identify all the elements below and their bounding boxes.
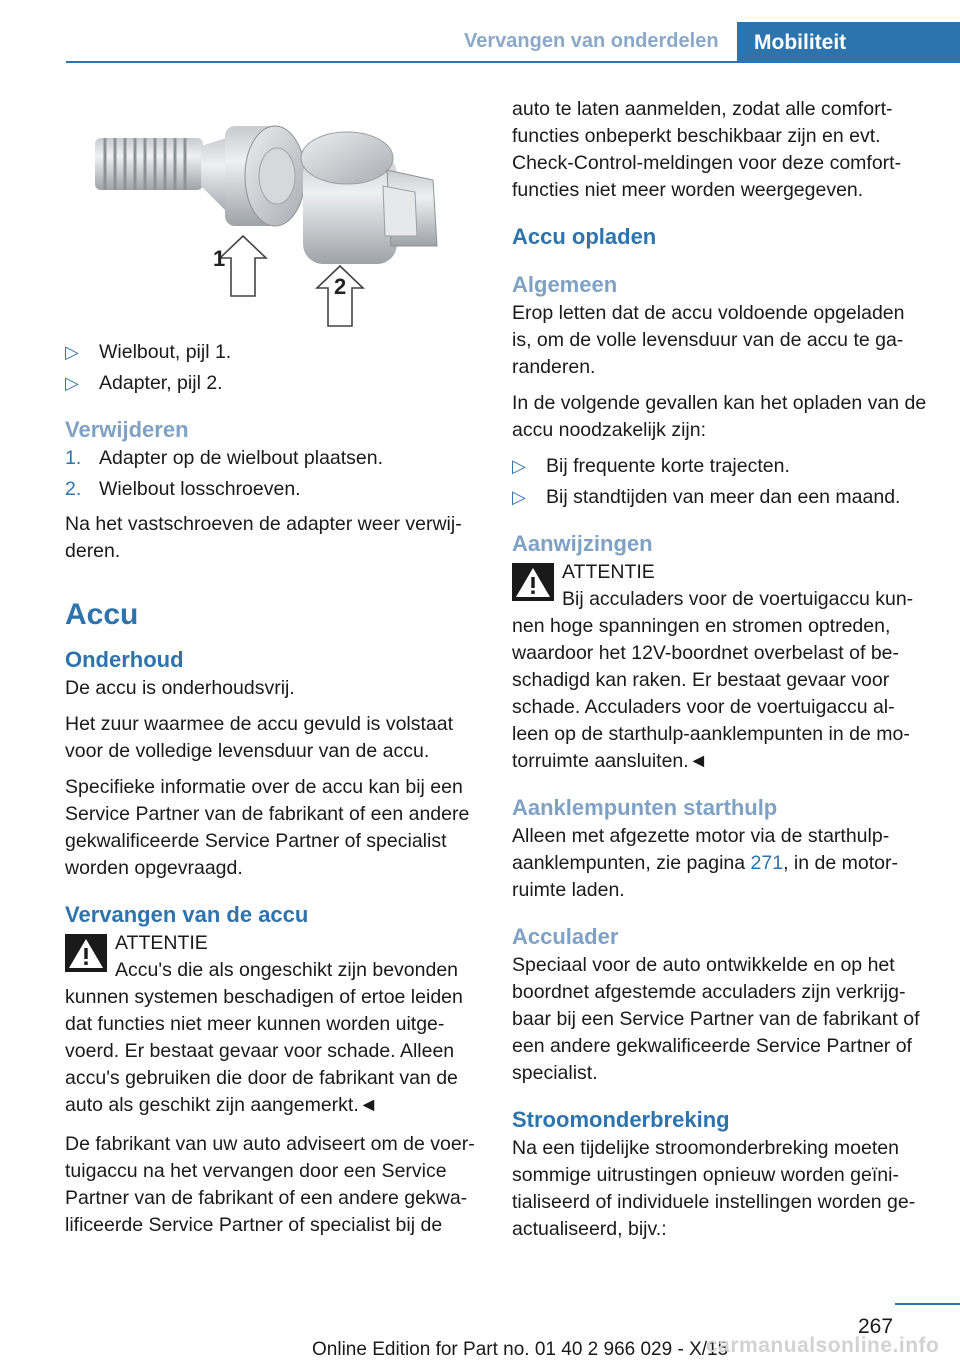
- list-item: ▷ Bij standtijden van meer dan een maand.: [512, 484, 928, 511]
- footer-rule: [895, 1303, 960, 1305]
- header-section-title: Vervangen van onderdelen: [464, 30, 719, 52]
- paragraph: Het zuur waarmee de accu gevuld is volstaat voor de volledige levensduur van de accu.: [65, 713, 454, 762]
- warning-text-continued: nen hoge spanningen en stromen optreden, waardoor het 12V-boordnet overbelast of be-schadigd kan raken. Er bestaat gevaar voor schade. Acculaders voor de voertuigaccu al-leen op de starthulp-aanklempunten in de mo-torruimte aansluiten.◄: [512, 615, 910, 772]
- triangle-bullet-icon: ▷: [65, 373, 79, 393]
- warning-text: Accu's die als ongeschikt zijn bevonden: [115, 959, 459, 981]
- heading-verwijderen: Verwijderen: [65, 417, 189, 442]
- warning-text-continued: kunnen systemen beschadigen of ertoe leiden dat functies niet meer kunnen worden uitge-voerd. Er bestaat gevaar voor schade. Alleen accu's gebruiken die door de fabrikant van de auto als geschikt zijn aangemerkt.◄: [65, 986, 463, 1116]
- watermark: carmanualsonline.info: [706, 1334, 940, 1357]
- right-column: [512, 96, 928, 1252]
- paragraph: In de volgende gevallen kan het opladen van de accu noodzakelijk zijn:: [512, 392, 927, 441]
- left-column: [65, 96, 481, 1248]
- heading-accu-opladen: Accu opladen: [512, 224, 657, 249]
- paragraph: Specifieke informatie over de accu kan bij een Service Partner van de fabrikant of een andere gekwalificeerde Service Partner of specialist worden opgevraagd.: [65, 776, 470, 879]
- page-number: 267: [858, 1315, 894, 1338]
- page-link-271[interactable]: 271: [750, 852, 784, 874]
- paragraph: Speciaal voor de auto ontwikkelde en op het boordnet afgestemde acculaders zijn verkrijg-baar bij een Service Partner van de fabrikant of een andere gekwalificeerde Service Partner of specialist.: [512, 954, 920, 1084]
- paragraph: Erop letten dat de accu voldoende opgeladen is, om de volle levensduur van de accu te ga-randeren.: [512, 302, 905, 378]
- list-item: 1. Adapter op de wielbout plaatsen.: [65, 447, 384, 469]
- arrow-label-2: 2: [334, 274, 347, 299]
- warning-block: [512, 559, 928, 775]
- list-item: ▷ Adapter, pijl 2.: [65, 370, 481, 397]
- chapter-title-accu: Accu: [65, 598, 139, 631]
- warning-text: Bij acculaders voor de voertuigaccu kun-: [562, 588, 914, 610]
- removal-steps: [65, 445, 481, 503]
- warning-triangle-icon: [512, 563, 554, 601]
- triangle-bullet-icon: ▷: [65, 342, 79, 362]
- paragraph: De fabrikant van uw auto adviseert om de voer-tuigaccu na het vervangen door een Service Partner van de fabrikant of een andere gekwa-lificeerde Service Partner of specialist bij de: [65, 1133, 475, 1236]
- heading-acculader: Acculader: [512, 924, 619, 949]
- heading-aanklempunten: Aanklempunten starthulp: [512, 795, 778, 820]
- warning-triangle-icon: [65, 934, 107, 972]
- list-item: ▷ Bij frequente korte trajecten.: [512, 453, 928, 480]
- footer-edition: Online Edition for Part no. 01 40 2 966 029 - X/15: [312, 1339, 729, 1360]
- heading-vervangen-accu: Vervangen van de accu: [65, 902, 309, 927]
- heading-stroomonderbreking: Stroomonderbreking: [512, 1107, 730, 1132]
- triangle-bullet-icon: ▷: [512, 456, 526, 476]
- warning-block: [65, 930, 481, 1119]
- parts-list: [65, 339, 481, 397]
- list-item: ▷ Wielbout, pijl 1.: [65, 339, 481, 366]
- triangle-bullet-icon: ▷: [512, 487, 526, 507]
- warning-title: ATTENTIE: [115, 932, 208, 954]
- heading-aanwijzingen: Aanwijzingen: [512, 531, 653, 556]
- heading-onderhoud: Onderhoud: [65, 647, 184, 672]
- arrow-label-1: 1: [213, 246, 226, 271]
- removal-note: Na het vastschroeven de adapter weer verwij-deren.: [65, 513, 462, 562]
- paragraph: Alleen met afgezette motor via de starthulp-aanklempunten, zie pagina 271, in de motor-ruimte laden.: [512, 825, 898, 901]
- heading-algemeen: Algemeen: [512, 272, 618, 297]
- wheel-bolt-figure: [65, 96, 481, 333]
- paragraph: De accu is onderhoudsvrij.: [65, 677, 295, 699]
- header-rule: [66, 61, 960, 63]
- charging-cases-list: [512, 453, 928, 511]
- paragraph: auto te laten aanmelden, zodat alle comfort-functies onbeperkt beschikbaar zijn en evt. Check-Control-meldingen voor deze comfort-functies niet meer worden weergegeven.: [512, 98, 902, 201]
- wheel-bolt-illustration: [65, 96, 481, 333]
- warning-title: ATTENTIE: [562, 561, 655, 583]
- list-item: 2. Wielbout losschroeven.: [65, 478, 301, 500]
- paragraph: Na een tijdelijke stroomonderbreking moeten sommige uitrustingen opnieuw worden geïni-tialiseerd of individuele instellingen worden ge-actualiseerd, bijv.:: [512, 1137, 916, 1240]
- header-chapter-tab: Mobiliteit: [737, 22, 960, 63]
